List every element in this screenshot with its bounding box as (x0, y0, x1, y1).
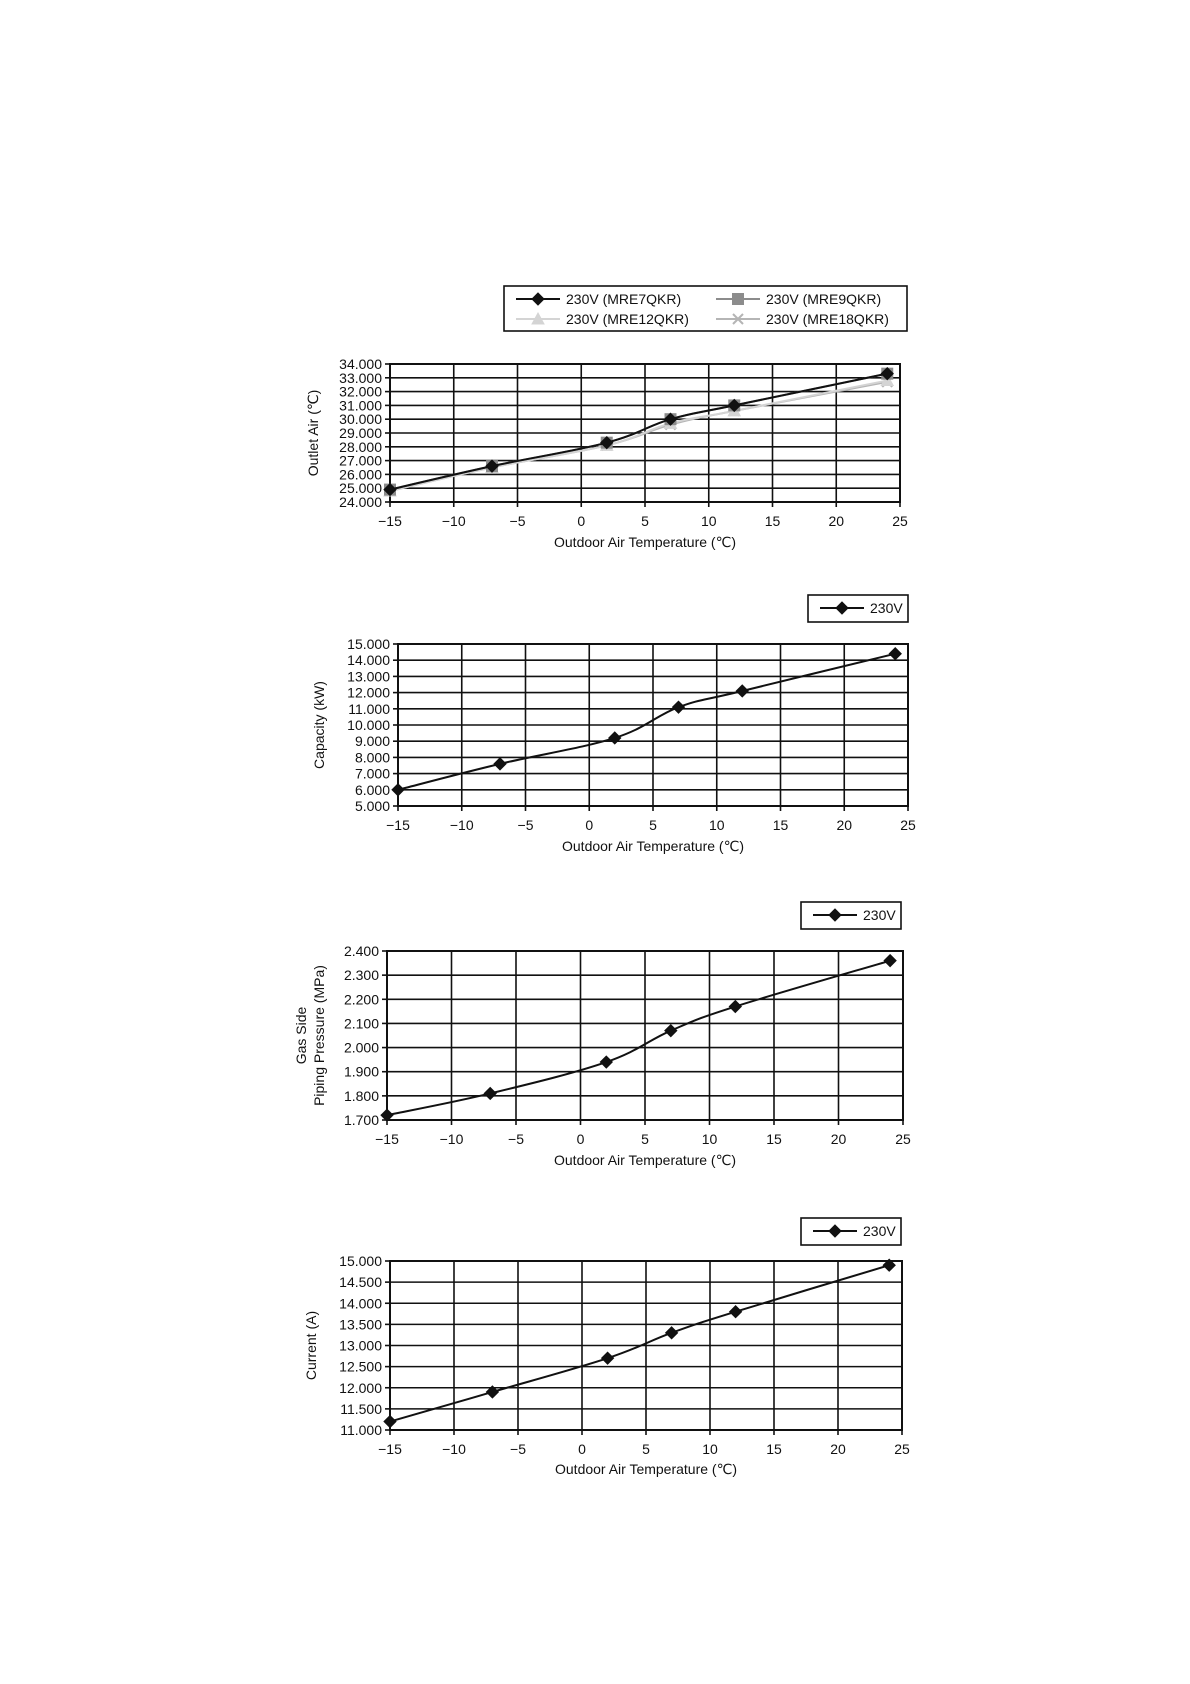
outlet-air-y-tick-label: 26.000 (339, 466, 382, 483)
outlet-air-y-tick-label: 27.000 (339, 452, 382, 469)
capacity-series-line (398, 654, 895, 790)
pressure-data-point (600, 1056, 612, 1068)
current-x-tick-label: 0 (578, 1441, 586, 1457)
capacity-x-tick-label: 20 (836, 817, 853, 833)
outlet-air-legend-entry: 230V (MRE18QKR) (766, 311, 889, 327)
outlet-air-y-tick-label: 32.000 (339, 383, 382, 400)
current-data-point (602, 1352, 614, 1364)
capacity-data-point (673, 701, 685, 713)
outlet-air-x-tick-label: 15 (764, 513, 781, 529)
current-y-tick-label: 14.000 (339, 1295, 382, 1312)
current-y-axis-label: Current (A) (303, 1310, 319, 1381)
outlet-air-x-tick-label: 25 (892, 513, 908, 529)
capacity-x-tick-label: 25 (900, 817, 916, 833)
pressure-x-axis-label: Outdoor Air Temperature (℃) (554, 1152, 736, 1168)
pressure-y-tick-label: 1.800 (343, 1087, 379, 1104)
outlet-air-chart-group (305, 286, 908, 550)
outlet-air-x-tick-label: 5 (641, 513, 649, 529)
capacity-x-tick-label: 15 (772, 817, 789, 833)
outlet-air-x-axis-label: Outdoor Air Temperature (℃) (554, 534, 736, 550)
outlet-air-x-tick-label: −15 (378, 513, 402, 529)
outlet-air-y-axis-label: Outlet Air (℃) (305, 389, 321, 477)
current-chart-group (303, 1218, 910, 1477)
current-y-tick-label: 12.000 (339, 1379, 382, 1396)
outlet-air-x-tick-label: 20 (828, 513, 845, 529)
pressure-data-point (884, 955, 896, 967)
pressure-x-tick-label: −5 (508, 1131, 524, 1147)
current-x-tick-label: −5 (510, 1441, 526, 1457)
current-data-point (666, 1327, 678, 1339)
current-x-tick-label: 25 (894, 1441, 910, 1457)
pressure-y-tick-label: 2.200 (343, 991, 379, 1008)
pressure-y-axis-label-line: Gas Side (293, 1006, 309, 1065)
pressure-x-tick-label: 5 (641, 1131, 649, 1147)
outlet-air-y-tick-label: 34.000 (339, 356, 382, 372)
capacity-data-point (736, 685, 748, 697)
outlet-air-y-tick-label: 24.000 (339, 494, 382, 510)
current-y-tick-label: 12.500 (339, 1358, 382, 1375)
outlet-air-x-tick-label: 0 (577, 513, 586, 529)
capacity-y-axis-label: Capacity (kW) (311, 681, 327, 769)
pressure-x-tick-label: 20 (830, 1131, 847, 1147)
capacity-chart-group (311, 595, 916, 854)
outlet-air-x-tick-label: −5 (509, 513, 526, 529)
outlet-air-x-tick-label: −10 (441, 513, 466, 529)
capacity-data-point (392, 784, 404, 796)
capacity-legend-entry: 230V (870, 600, 903, 616)
capacity-y-tick-label: 9.000 (354, 733, 390, 750)
current-x-tick-label: 10 (702, 1441, 718, 1457)
outlet-air-legend-entry: 230V (MRE7QKR) (566, 291, 682, 307)
capacity-x-tick-label: 10 (708, 817, 725, 833)
pressure-y-axis-label-line: Piping Pressure (MPa) (311, 965, 327, 1106)
capacity-x-tick-label: −15 (386, 817, 410, 833)
capacity-data-point (609, 732, 621, 744)
current-x-tick-label: 15 (766, 1441, 782, 1457)
pressure-x-tick-label: 10 (701, 1131, 718, 1147)
capacity-x-tick-label: −10 (449, 817, 474, 833)
pressure-x-tick-label: −15 (375, 1131, 399, 1147)
pressure-chart-group (293, 902, 911, 1168)
capacity-x-tick-label: 0 (585, 817, 594, 833)
pressure-y-tick-label: 2.100 (343, 1015, 379, 1032)
current-y-tick-label: 11.500 (340, 1400, 382, 1417)
outlet-air-y-tick-label: 29.000 (339, 425, 382, 441)
pressure-legend-entry: 230V (863, 907, 896, 923)
capacity-y-tick-label: 12.000 (347, 684, 390, 701)
current-series-line (390, 1265, 889, 1421)
outlet-air-y-tick-label: 33.000 (339, 369, 382, 386)
pressure-y-tick-label: 1.900 (343, 1063, 379, 1080)
pressure-y-tick-label: 1.700 (343, 1112, 379, 1128)
current-y-tick-label: 14.500 (339, 1274, 382, 1291)
current-x-tick-label: −10 (442, 1441, 466, 1457)
capacity-data-point (494, 758, 506, 770)
current-y-tick-label: 13.000 (339, 1337, 382, 1354)
outlet-air-x-tick-label: 10 (700, 513, 717, 529)
capacity-x-tick-label: −5 (517, 817, 534, 833)
outlet-air-y-tick-label: 28.000 (339, 438, 382, 455)
current-legend-entry: 230V (863, 1223, 896, 1239)
current-x-tick-label: −15 (378, 1441, 402, 1457)
pressure-series-line (387, 961, 890, 1116)
pressure-y-tick-label: 2.000 (343, 1039, 379, 1056)
capacity-x-axis-label: Outdoor Air Temperature (℃) (562, 838, 744, 854)
pressure-data-point (484, 1087, 496, 1099)
current-x-tick-label: 5 (642, 1441, 650, 1457)
pressure-data-point (665, 1025, 677, 1037)
pressure-x-tick-label: 25 (895, 1131, 911, 1147)
capacity-y-tick-label: 13.000 (347, 668, 390, 685)
current-x-axis-label: Outdoor Air Temperature (℃) (555, 1461, 737, 1477)
current-data-point (730, 1306, 742, 1318)
capacity-y-tick-label: 15.000 (347, 636, 390, 652)
pressure-y-tick-label: 2.300 (343, 967, 379, 984)
pressure-data-point (729, 1001, 741, 1013)
current-data-point (384, 1416, 396, 1428)
outlet-air-legend-entry: 230V (MRE9QKR) (766, 291, 882, 307)
capacity-y-tick-label: 14.000 (347, 652, 390, 669)
outlet-air-y-tick-label: 30.000 (339, 411, 382, 428)
current-y-tick-label: 15.000 (339, 1253, 382, 1269)
current-y-tick-label: 13.500 (339, 1316, 382, 1333)
pressure-x-tick-label: −10 (439, 1131, 464, 1147)
capacity-y-tick-label: 5.000 (354, 798, 390, 814)
capacity-y-tick-label: 8.000 (354, 749, 390, 766)
outlet-air-legend-swatch-marker (733, 294, 744, 305)
capacity-y-tick-label: 11.000 (348, 700, 390, 717)
outlet-air-y-tick-label: 25.000 (339, 480, 382, 497)
capacity-y-tick-label: 6.000 (354, 781, 390, 798)
capacity-data-point (889, 648, 901, 660)
pressure-x-tick-label: 15 (766, 1131, 782, 1147)
pressure-y-tick-label: 2.400 (343, 943, 379, 959)
current-y-tick-label: 11.000 (340, 1422, 382, 1438)
pressure-x-tick-label: 0 (576, 1131, 585, 1147)
outlet-air-y-tick-label: 31.000 (339, 397, 382, 414)
capacity-y-tick-label: 10.000 (347, 717, 390, 733)
capacity-x-tick-label: 5 (649, 817, 657, 833)
capacity-y-tick-label: 7.000 (354, 765, 390, 782)
outlet-air-legend-entry: 230V (MRE12QKR) (566, 311, 689, 327)
current-x-tick-label: 20 (830, 1441, 846, 1457)
